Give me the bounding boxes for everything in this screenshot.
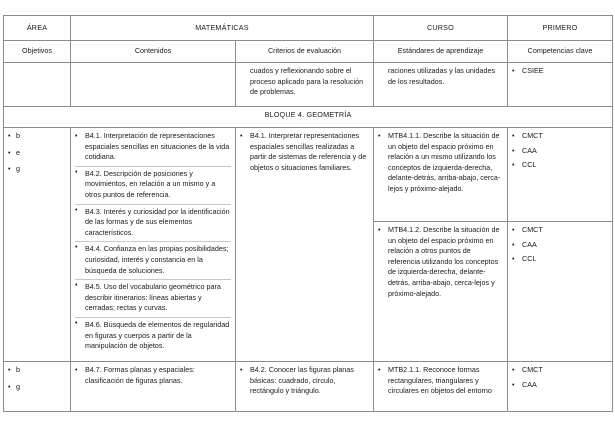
list-item: • B4.2. Conocer las figuras planas básicas: cuadrado, círculo, rectángulo y triángulo. (240, 365, 369, 397)
row1-objetivos-list (8, 131, 66, 175)
block4-row-a (4, 128, 613, 222)
row2-contenidos (71, 362, 236, 412)
list-item: • B4.1. Interpretación de representaciones espaciales sencillas en situaciones de la vida cotidiana. (75, 131, 231, 163)
row1-competencias2-list (512, 225, 608, 265)
carryover-row (4, 63, 613, 107)
list-item: • B4.5. Uso del vocabulario geométrico para describir itinerarios: líneas abiertas y cerradas; rectas y curvas. (75, 279, 231, 314)
row1-objetivos (4, 128, 71, 362)
list-item: • CCL (512, 254, 608, 265)
course-value: PRIMERO (508, 16, 613, 41)
row2-objetivos (4, 362, 71, 412)
list-item: • B4.3. Interés y curiosidad por la identificación de las formas y de sus elementos característicos. (75, 204, 231, 239)
col-criterios: Criterios de evaluación (236, 41, 374, 63)
row1-contenidos (71, 128, 236, 362)
row1-criterios (236, 128, 374, 362)
row2-competencias-list (512, 365, 608, 390)
list-item: • CMCT (512, 225, 608, 236)
list-item: • B4.4. Confianza en las propias posibilidades; curiosidad, interés y constancia en la búsqueda de soluciones. (75, 241, 231, 276)
list-item: • CMCT (512, 131, 608, 142)
list-item: • b (8, 365, 66, 376)
list-item: • B4.1. Interpretar representaciones espaciales sencillas realizadas a partir de sistemas de referencia y de objetos o situaciones familiares. (240, 131, 369, 173)
carryover-competencias (508, 63, 613, 107)
course-label: CURSO (374, 16, 508, 41)
row1-competencias2 (508, 222, 613, 362)
column-header-row (4, 41, 613, 63)
carryover-estandares-text: raciones utilizadas y las unidades de los resultados. (388, 66, 496, 86)
row1-estandar1-list (378, 131, 503, 195)
col-competencias: Competencias clave (508, 41, 613, 63)
list-item: • MTB2.1.1. Reconoce formas rectangulares, triangulares y circulares en objetos del entorno (378, 365, 503, 397)
carryover-objetivos (4, 63, 71, 107)
row1-criterios-list (240, 131, 369, 173)
list-item: • B4.2. Descripción de posiciones y movimientos, en relación a un mismo y a otros puntos de referencia. (75, 166, 231, 201)
block-row (4, 107, 613, 128)
row1-estandar1 (374, 128, 508, 222)
row2-criterios (236, 362, 374, 412)
row2-estandar (374, 362, 508, 412)
list-item: • MTB4.1.1. Describe la situación de un objeto del espacio próximo en relación a un mismo utilizando los conceptos de izquierda-derecha, delante-detrás, arriba-abajo, cerca-lejos y próximo-alejado. (378, 131, 503, 195)
block-title: BLOQUE 4. GEOMETRÍA (4, 107, 613, 128)
list-item: • B4.7. Formas planas y espaciales: clasificación de figuras planas. (75, 365, 231, 386)
row1-contenidos-list (75, 131, 231, 352)
row2-contenidos-list (75, 365, 231, 386)
list-item: • CCL (512, 160, 608, 171)
list-item: • b (8, 131, 66, 142)
list-item: • e (8, 148, 66, 159)
list-item: • g (8, 382, 66, 393)
row2-competencias (508, 362, 613, 412)
row1-estandar2-list (378, 225, 503, 299)
list-item: • CAA (512, 146, 608, 157)
block4-row-c (4, 362, 613, 412)
row1-competencias1-list (512, 131, 608, 171)
carryover-criterios (236, 63, 374, 107)
area-label: ÁREA (4, 16, 71, 41)
list-item: • CAA (512, 380, 608, 391)
carryover-competencias-list (512, 66, 608, 77)
carryover-criterios-text: cuados y reflexionando sobre el proceso aplicado para la resolución de problemas. (250, 66, 364, 97)
row1-estandar2 (374, 222, 508, 362)
curriculum-table (3, 15, 613, 412)
header-row (4, 16, 613, 41)
row2-criterios-list (240, 365, 369, 397)
list-item: • g (8, 164, 66, 175)
col-contenidos: Contenidos (71, 41, 236, 63)
list-item: • MTB4.1.2. Describe la situación de un objeto del espacio próximo en relación a otros puntos de referencia utilizando los conceptos de izquierda-derecha, delante-detrás, arriba-abajo, cerca-lejos y próximo-alejado. (378, 225, 503, 299)
carryover-estandares (374, 63, 508, 107)
list-item: • CSIEE (512, 66, 608, 77)
carryover-contenidos (71, 63, 236, 107)
subject-label: MATEMÁTICAS (71, 16, 374, 41)
list-item: • B4.6. Búsqueda de elementos de regularidad en figuras y cuerpos a partir de la manipulación de objetos. (75, 317, 231, 352)
row1-competencias1 (508, 128, 613, 222)
row2-estandar-list (378, 365, 503, 397)
col-estandares: Estándares de aprendizaje (374, 41, 508, 63)
row2-objetivos-list (8, 365, 66, 392)
list-item: • CMCT (512, 365, 608, 376)
col-objetivos: Objetivos (4, 41, 71, 63)
list-item: • CAA (512, 240, 608, 251)
